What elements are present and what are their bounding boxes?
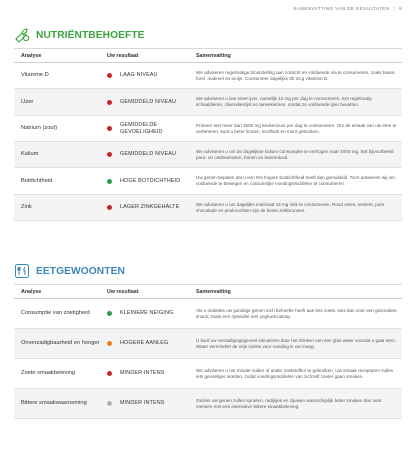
table-row <box>14 142 402 168</box>
summary-cell: U kunt uw verzadigingsgevoel stimuleren door het drinken van een glas water voordat u gaat eten. Water vermindert de vrije ruimte voor voeding in uw maag. <box>196 337 396 349</box>
column-header-analyse: Analyse <box>21 52 42 59</box>
summary-cell: We adviseren u om dagelijks minimaal 16 mg zink te consumeren. Rood vlees, oesters, pure chocolade en peulvruchten zijn de beste zinkbronnen. <box>196 201 385 213</box>
result-cell <box>100 89 189 116</box>
status-dot <box>107 371 112 376</box>
table-row <box>14 359 402 389</box>
result-label: LAAG NIVEAU <box>120 72 158 79</box>
result-label: MINDER INTENS <box>120 400 165 407</box>
result-cell <box>100 329 189 359</box>
result-cell <box>100 389 189 419</box>
analyse-cell: Natrium (zout) <box>21 125 58 132</box>
summary-cell: We adviseren regelmatige blootstelling aan zonlicht en voldoende via te consumeren, zoals baars, forel, makreel en tonijn. Consumeer dagelijks 30 mcg vitamine D. <box>196 69 396 81</box>
page-header <box>293 6 402 11</box>
status-dot <box>107 152 112 157</box>
header-separator: | <box>393 6 396 11</box>
section-eating-habits <box>14 262 402 419</box>
results-table <box>14 49 402 221</box>
result-label: KLEINERE NEIGING <box>120 310 174 317</box>
result-cell <box>100 142 189 168</box>
result-label: GEMIDDELD NIVEAU <box>120 151 177 158</box>
result-label: MINDER INTENS <box>120 370 165 377</box>
table-row <box>14 299 402 329</box>
table-row <box>14 63 402 89</box>
summary-cell: Als u ondanks uw gunstige genen toch behoefte heeft aan iets zoets, kies dan voor een gezondere snack, zoals een rijstwafel met yoghurtcoating. <box>196 307 397 319</box>
analyse-cell: Zink <box>21 204 32 211</box>
page-number: 9 <box>399 6 402 11</box>
header-title: SAMENVATTING VAN DE RESULTATEN <box>293 6 390 11</box>
status-dot <box>107 341 112 346</box>
section-title-row <box>14 26 402 44</box>
column-header-result: Uw resultaat <box>107 52 139 59</box>
table-body <box>14 299 402 419</box>
result-label: LAGER ZINKGEHALTE <box>120 204 180 211</box>
column-header-result: Uw resultaat <box>107 288 139 295</box>
section-nutrient-needs <box>14 26 402 221</box>
vegetables-icon <box>14 27 30 43</box>
summary-cell: We adviseren u om minder suiker of ander zoetstoffen te gebruiken. Uw smaak receptoren zullen iets gevoeliger worden, zodat voedingsmiddelen van zichzelf zoeter gaan smaken. <box>196 367 394 379</box>
table-row <box>14 89 402 116</box>
column-header-summary: Samenvatting <box>196 52 231 59</box>
summary-cell: Gezien uw genen zullen spruiten, radijsjes en zijuwen waarschijnlijk beter smaken dan voor mensen met een intensieve bittere smaakbeleving. <box>196 397 382 409</box>
result-label: GEMIDDELD NIVEAU <box>120 98 177 105</box>
summary-cell: We adviseren u iets meer ijzer, namelijk 12 mg per dag te consumeren. Eet regelmatig schaaldieren, zilvervliesrijst en tarwekiemen, omdat ze voldoende ijzer bevatten. <box>196 96 372 107</box>
table-row <box>14 195 402 221</box>
result-cell <box>100 63 189 89</box>
status-dot <box>107 179 112 184</box>
summary-cell: Probeer niet meer dan 1500 mg keukenzout per dag te consumeren. Om de smaak van uw eten te verbeteren, kunt u beter limoen, knoflook en munt gebruiken. <box>196 122 397 134</box>
table-row <box>14 116 402 142</box>
status-dot <box>107 311 112 316</box>
column-header-analyse: Analyse <box>21 288 42 295</box>
analyse-cell: Bittere smaakwaarneming <box>21 400 87 407</box>
result-cell <box>100 359 189 389</box>
result-cell <box>100 116 189 142</box>
table-body <box>14 63 402 221</box>
analyse-cell: Onverzadigbaarheid en honger <box>21 340 100 347</box>
analyse-cell: Botdichtheid <box>21 177 53 184</box>
summary-cell: Uw genen bepalen dat u een 9% hogere botdichtheid heeft dan gemiddeld. Toch adviseren wij om voldoende te bewegen en calciumrijke voedingsmiddelen te consumeren. <box>196 175 395 186</box>
cutlery-icon <box>14 263 30 279</box>
table-header-row <box>14 49 402 63</box>
analyse-cell: Vitamine D <box>21 72 49 79</box>
table-row <box>14 389 402 419</box>
result-cell <box>100 195 189 221</box>
analyse-cell: Zoete smaakbeleving <box>21 370 76 377</box>
analyse-cell: IJzer <box>21 98 34 105</box>
section-title-row <box>14 262 402 280</box>
table-row <box>14 168 402 195</box>
table-header-row <box>14 285 402 299</box>
result-label: HOGERE AANLEG <box>120 340 169 347</box>
status-dot <box>107 205 112 210</box>
section-title: EETGEWOONTEN <box>36 265 125 277</box>
table-row <box>14 329 402 359</box>
results-table <box>14 285 402 419</box>
result-label: GEMIDDELDE GEVOELIGHEID <box>120 122 163 135</box>
summary-cell: We adviseren u om de dagelijkse kalium consumptie te verhogen naar 4000 mg. Eet bijvoorbeeld para- en cashewnoten, bonen en boerenkool. <box>196 148 394 160</box>
status-dot <box>107 126 112 131</box>
status-dot <box>107 401 112 406</box>
result-label: HOGE BOTDICHTHEID <box>120 177 181 184</box>
analyse-cell: Kalium <box>21 151 39 158</box>
section-title: NUTRIËNTBEHOEFTE <box>36 29 145 41</box>
result-cell <box>100 299 189 329</box>
status-dot <box>107 100 112 105</box>
analyse-cell: Consumptie van zoetigheid <box>21 310 90 317</box>
column-header-summary: Samenvatting <box>196 288 231 295</box>
result-cell <box>100 168 189 195</box>
status-dot <box>107 73 112 78</box>
